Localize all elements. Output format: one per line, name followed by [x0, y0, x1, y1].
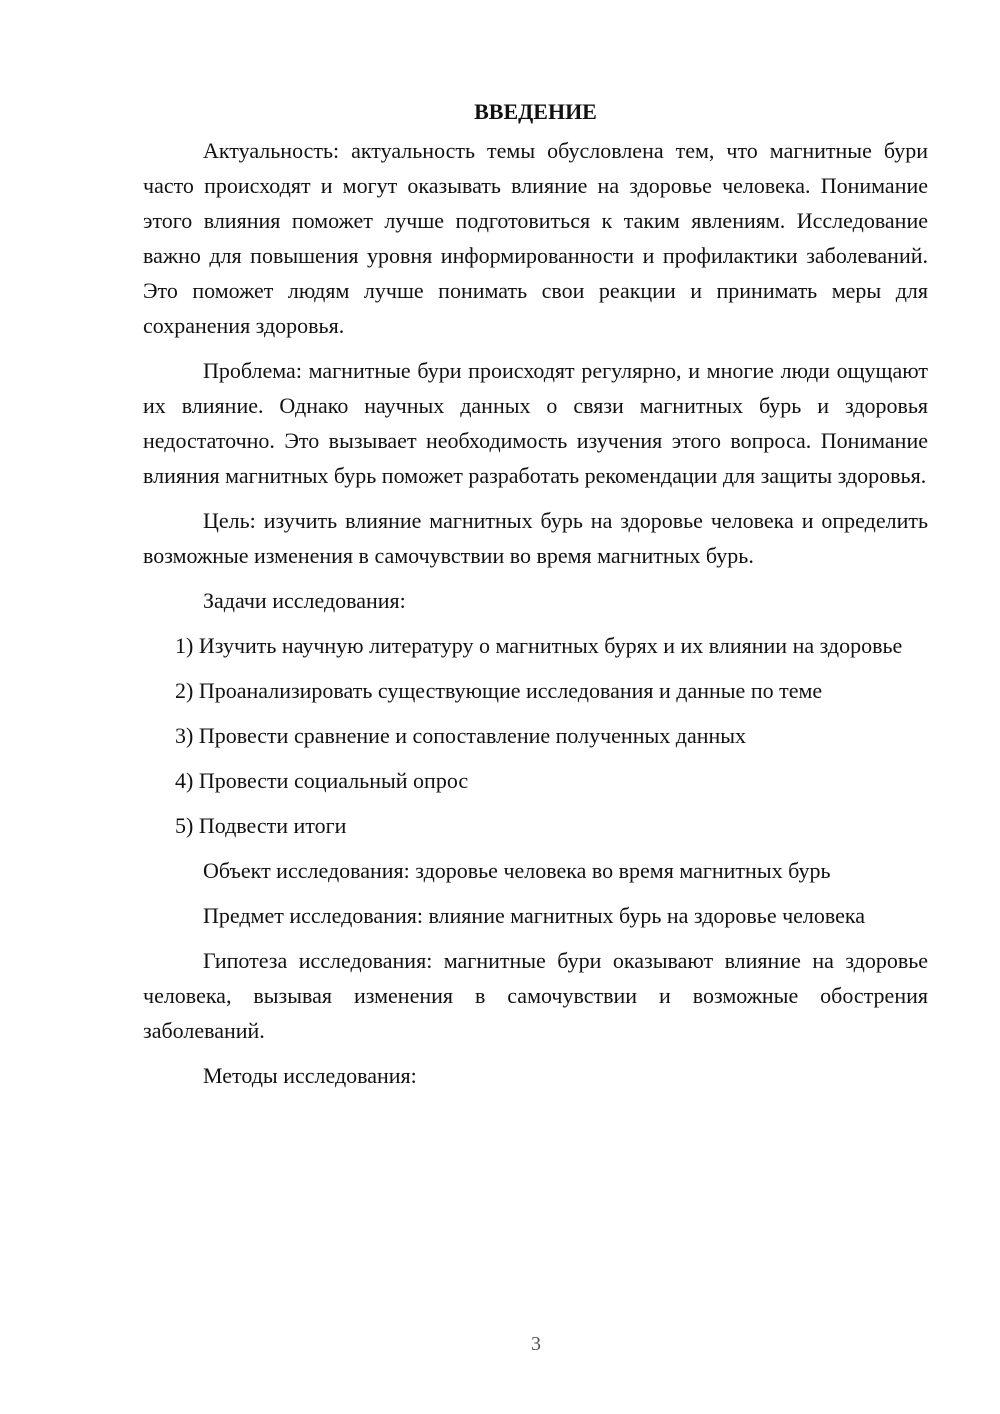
hypothesis-paragraph: Гипотеза исследования: магнитные бури оказывают влияние на здоровье человека, вызывая изменения в самочувствии и возможные обострения заболеваний.	[143, 948, 928, 1043]
section-heading: ВВЕДЕНИЕ	[474, 99, 597, 124]
relevance-paragraph: Актуальность: актуальность темы обусловлена тем, что магнитные бури часто происходят и могут оказывать влияние на здоровье человека. Понимание этого влияния поможет лучше подготовиться к таким явлениям. Исследование важно для повышения уровня информированности и профилактики заболеваний. Это поможет людям лучше понимать свои реакции и принимать меры для сохранения здоровья.	[143, 138, 928, 338]
tasks-title: Задачи исследования:	[203, 588, 406, 613]
problem-paragraph: Проблема: магнитные бури происходят регулярно, и многие люди ощущают их влияние. Однако научных данных о связи магнитных бурь и здоровья недостаточно. Это вызывает необходимость изучения этого вопроса. Понимание влияния магнитных бурь поможет разработать рекомендации для защиты здоровья.	[143, 358, 928, 488]
task-item: 1) Изучить научную литературу о магнитных бурях и их влиянии на здоровье	[175, 633, 903, 658]
subject-paragraph: Предмет исследования: влияние магнитных бурь на здоровье человека	[203, 903, 866, 928]
page-number: 3	[531, 1333, 541, 1355]
page-content	[143, 94, 928, 1103]
task-item: 2) Проанализировать существующие исследования и данные по теме	[175, 678, 823, 703]
task-item: 3) Провести сравнение и сопоставление полученных данных	[175, 723, 747, 748]
task-item: 4) Провести социальный опрос	[175, 768, 469, 793]
object-paragraph: Объект исследования: здоровье человека во время магнитных бурь	[203, 858, 831, 883]
task-item: 5) Подвести итоги	[175, 813, 347, 838]
goal-paragraph: Цель: изучить влияние магнитных бурь на здоровье человека и определить возможные изменения в самочувствии во время магнитных бурь.	[143, 508, 928, 568]
methods-title: Методы исследования:	[203, 1063, 417, 1088]
